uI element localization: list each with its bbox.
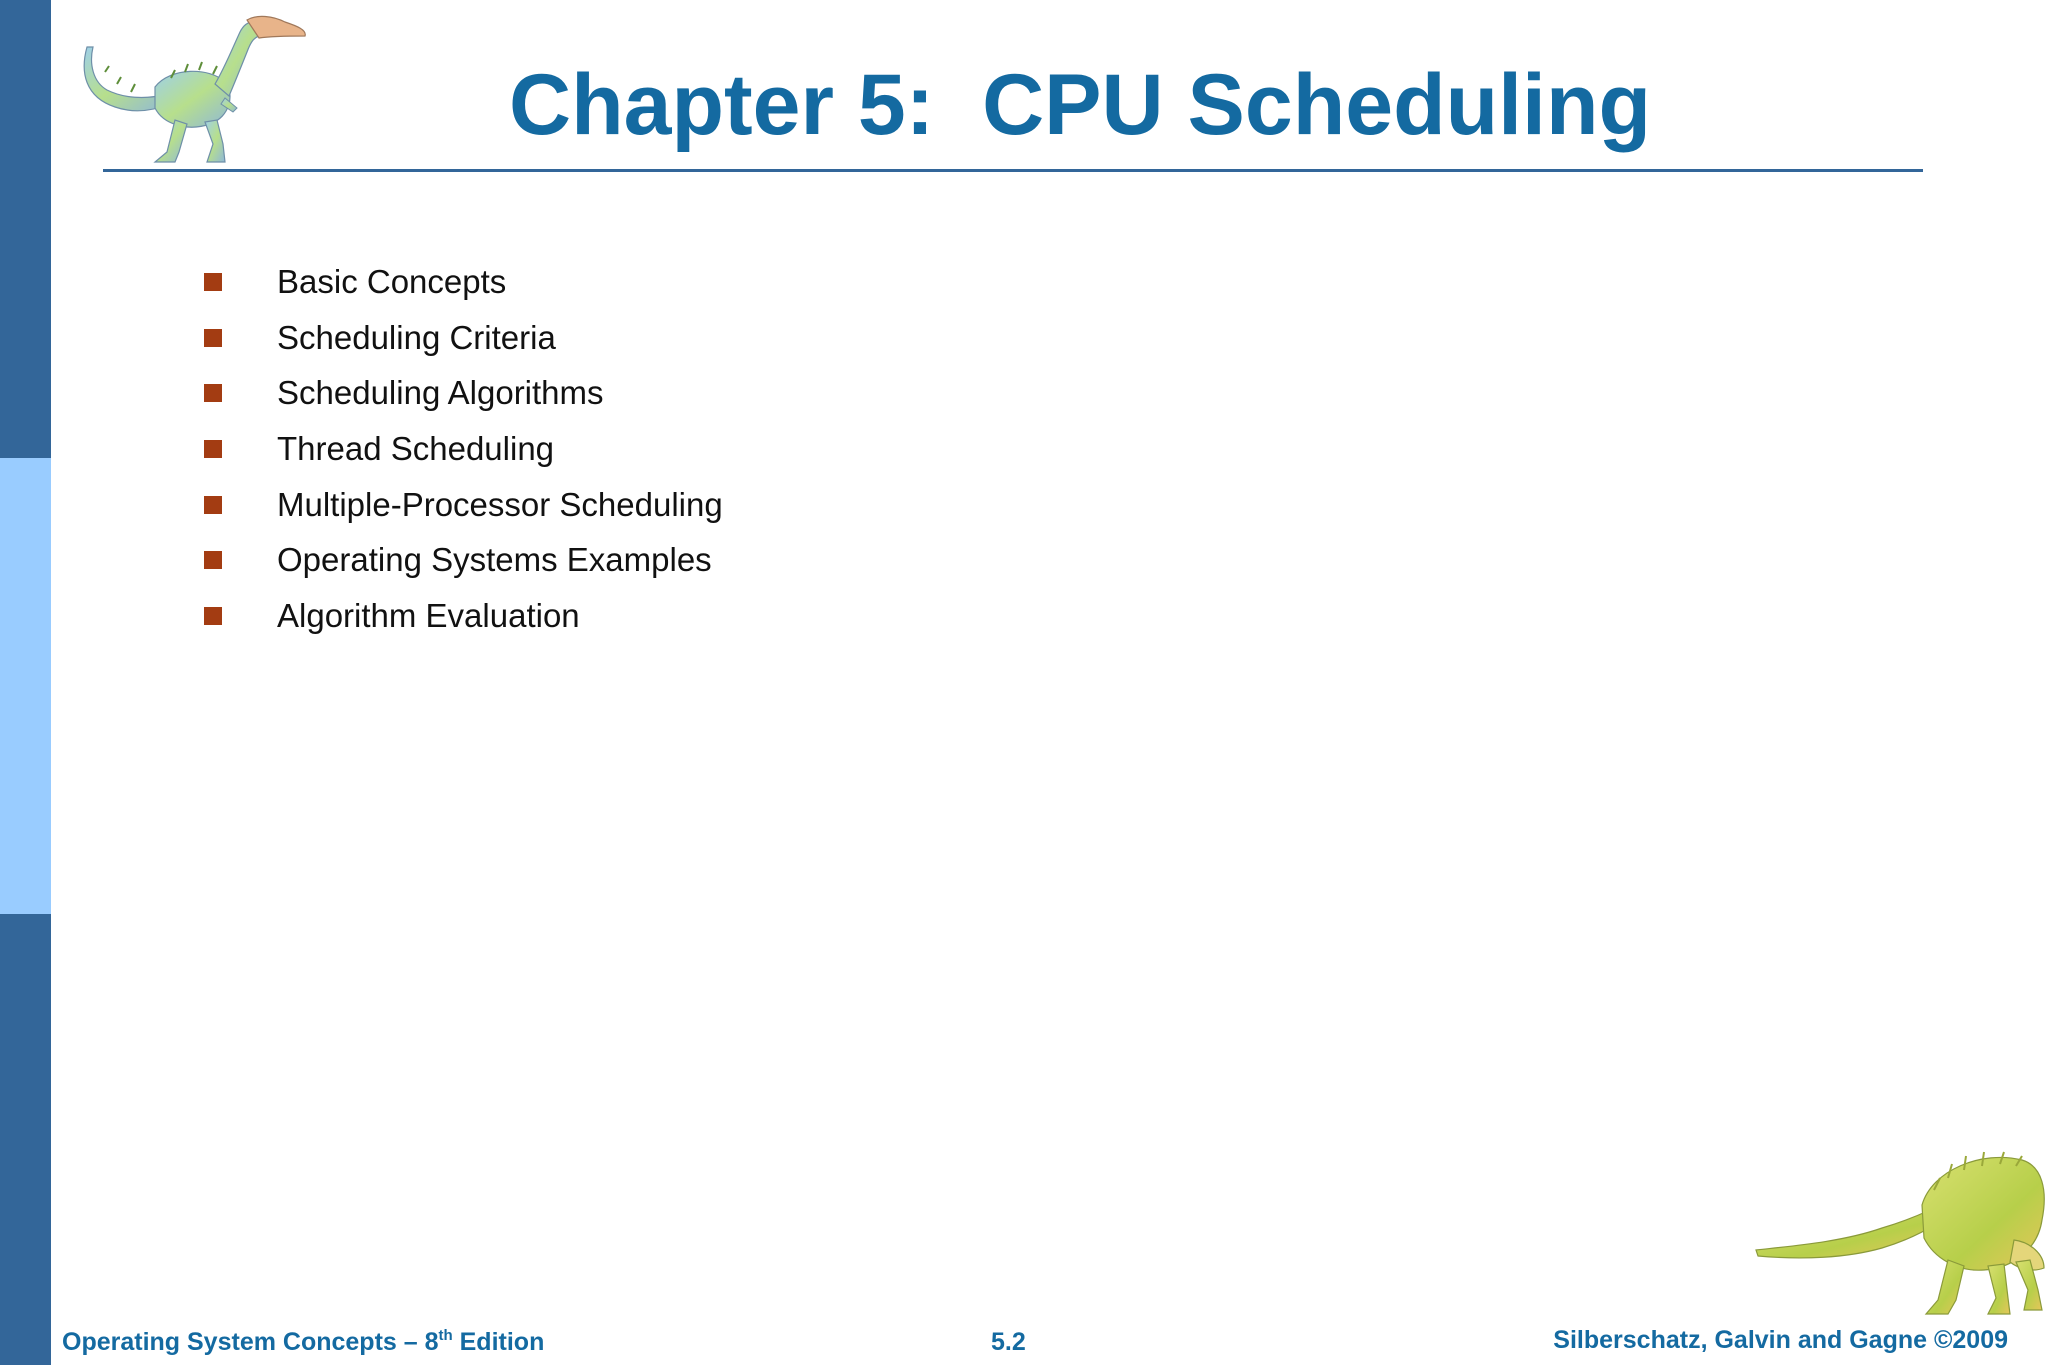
footer-copyright: Silberschatz, Galvin and Gagne ©2009	[1553, 1326, 2008, 1354]
bullet-text: Multiple-Processor Scheduling	[277, 485, 723, 523]
list-item	[204, 477, 723, 533]
title-divider	[103, 169, 1923, 172]
square-bullet-icon	[204, 440, 222, 458]
left-sidebar-band	[0, 0, 51, 1365]
bullet-text: Basic Concepts	[277, 262, 507, 300]
list-item	[204, 310, 723, 366]
dinosaur-icon	[1752, 1150, 2048, 1330]
square-bullet-icon	[204, 329, 222, 347]
square-bullet-icon	[204, 496, 222, 514]
footer-page-number: 5.2	[991, 1328, 1026, 1356]
list-item	[204, 421, 723, 477]
square-bullet-icon	[204, 551, 222, 569]
list-item	[204, 532, 723, 588]
footer-book-suffix: Edition	[452, 1328, 545, 1356]
footer-book-title	[62, 1327, 545, 1356]
square-bullet-icon	[204, 607, 222, 625]
bullet-text: Scheduling Algorithms	[277, 374, 604, 412]
square-bullet-icon	[204, 384, 222, 402]
bullet-list	[204, 254, 723, 644]
list-item	[204, 588, 723, 644]
square-bullet-icon	[204, 273, 222, 291]
footer-book-sup: th	[438, 1327, 453, 1344]
bullet-text: Operating Systems Examples	[277, 541, 712, 579]
slide-title: Chapter 5: CPU Scheduling	[508, 57, 1652, 153]
footer-book-prefix: Operating System Concepts – 8	[62, 1328, 439, 1356]
bullet-text: Algorithm Evaluation	[277, 596, 580, 634]
bullet-text: Thread Scheduling	[277, 429, 555, 467]
bullet-text: Scheduling Criteria	[277, 318, 556, 356]
list-item	[204, 365, 723, 421]
list-item	[204, 254, 723, 310]
sidebar-light-segment	[0, 458, 51, 914]
